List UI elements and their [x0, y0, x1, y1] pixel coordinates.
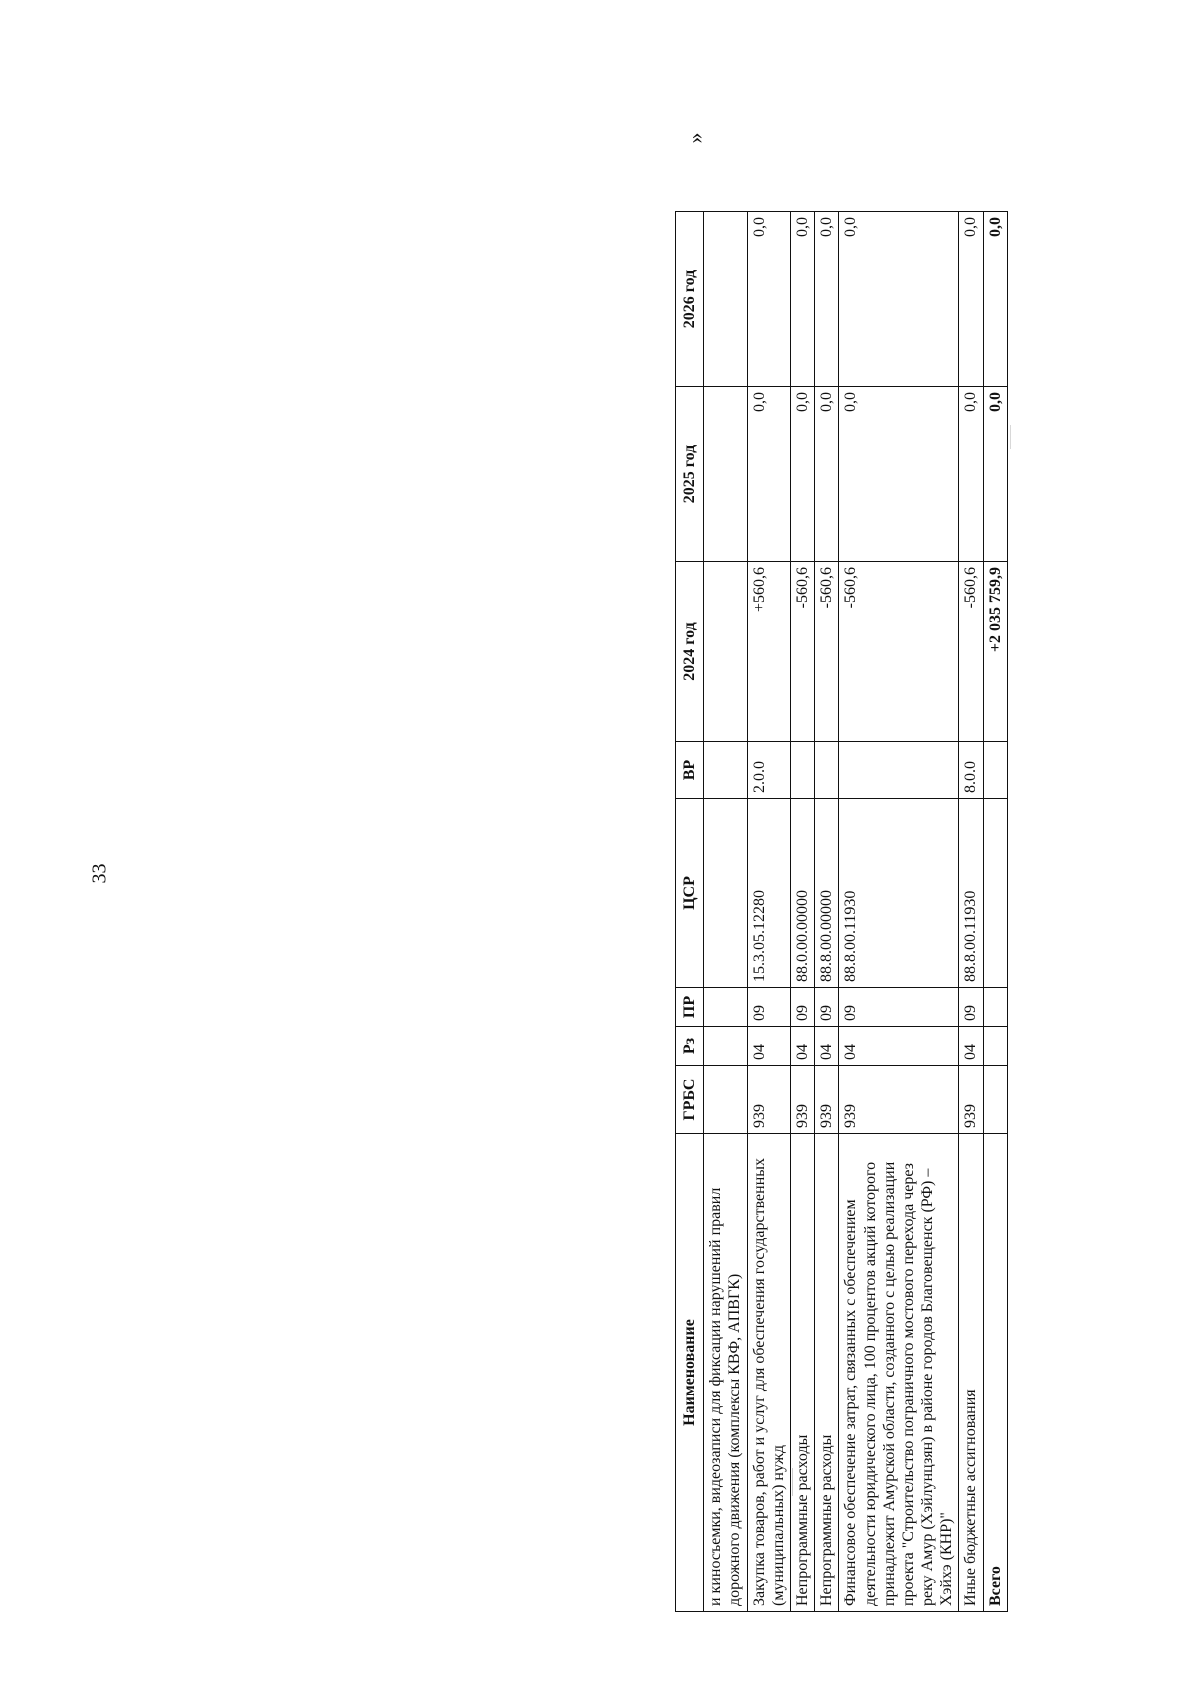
cell-2026: [704, 212, 747, 387]
cell-rz: 04: [747, 1027, 790, 1066]
table-total-row: [983, 212, 1007, 1612]
cell-2026: 0,0: [959, 212, 983, 387]
cell-name: Непрограммные расходы: [815, 1134, 839, 1612]
cell-pr: 09: [959, 988, 983, 1027]
header-rz: Рз: [676, 1027, 704, 1066]
cell-csr: 88.8.00.11930: [839, 799, 959, 988]
cell-name: Непрограммные расходы: [790, 1134, 814, 1612]
header-csr: ЦСР: [676, 799, 704, 988]
cell-2025: 0,0: [747, 387, 790, 562]
cell-2025: [704, 387, 747, 562]
cell-name: Иные бюджетные ассигнования: [959, 1134, 983, 1612]
header-grbs: ГРБС: [676, 1066, 704, 1134]
cell-vr: 2.0.0: [747, 742, 790, 799]
header-pr: ПР: [676, 988, 704, 1027]
cell-vr: [983, 742, 1007, 799]
cell-2024: -560,6: [790, 562, 814, 742]
total-2025: 0,0: [983, 387, 1007, 562]
cell-csr: 88.8.00.11930: [959, 799, 983, 988]
cell-csr: [983, 799, 1007, 988]
page-number: 33: [88, 863, 111, 884]
cell-pr: 09: [790, 988, 814, 1027]
cell-csr: [704, 799, 747, 988]
cell-2024: [704, 562, 747, 742]
cell-csr: 15.3.05.12280: [747, 799, 790, 988]
cell-grbs: 939: [959, 1066, 983, 1134]
budget-table-container: [675, 212, 1175, 1612]
cell-2024: +560,6: [747, 562, 790, 742]
cell-rz: 04: [839, 1027, 959, 1066]
cell-pr: [704, 988, 747, 1027]
cell-2025: 0,0: [815, 387, 839, 562]
cell-rz: [983, 1027, 1007, 1066]
cell-2025: 0,0: [959, 387, 983, 562]
cell-2026: 0,0: [790, 212, 814, 387]
header-2024: 2024 год: [676, 562, 704, 742]
table-row: [959, 212, 983, 1612]
cell-rz: 04: [959, 1027, 983, 1066]
cell-rz: 04: [790, 1027, 814, 1066]
closing-quote-mark: »: [682, 132, 708, 144]
cell-2024: -560,6: [839, 562, 959, 742]
total-2024: +2 035 759,9: [983, 562, 1007, 742]
table-row: [815, 212, 839, 1612]
cell-pr: [983, 988, 1007, 1027]
cell-2024: -560,6: [959, 562, 983, 742]
cell-pr: 09: [747, 988, 790, 1027]
cell-name: Закупка товаров, работ и услуг для обеспечения государственных (муниципальных) нужд: [747, 1134, 790, 1612]
cell-pr: 09: [839, 988, 959, 1027]
cell-vr: [704, 742, 747, 799]
cell-2026: 0,0: [839, 212, 959, 387]
cell-csr: 88.8.00.00000: [815, 799, 839, 988]
cell-csr: 88.0.00.00000: [790, 799, 814, 988]
cell-vr: [790, 742, 814, 799]
table-row: [790, 212, 814, 1612]
cell-vr: [839, 742, 959, 799]
total-label: Всего: [983, 1134, 1007, 1612]
cell-grbs: [704, 1066, 747, 1134]
cell-2025: 0,0: [839, 387, 959, 562]
cell-name: и киносъемки, видеозаписи для фиксации нарушений правил дорожного движения (комплексы КВФ, АПВГК): [704, 1134, 747, 1612]
table-header-row: [676, 212, 704, 1612]
cell-grbs: 939: [747, 1066, 790, 1134]
total-2026: 0,0: [983, 212, 1007, 387]
cell-2026: 0,0: [747, 212, 790, 387]
cell-name: Финансовое обеспечение затрат, связанных с обеспечением деятельности юридического лица, 100 процентов акций которого принадлежит Амурской области, созданного с целью реализации проекта "Строительство пограничного мостового перехода через реку Амур (Хэйлунцзян) в районе городов Благовещенск (РФ) – Хэйхэ (КНР)": [839, 1134, 959, 1612]
cell-pr: 09: [815, 988, 839, 1027]
cell-grbs: 939: [790, 1066, 814, 1134]
cell-rz: [704, 1027, 747, 1066]
table-row: [839, 212, 959, 1612]
cell-2026: 0,0: [815, 212, 839, 387]
cell-vr: 8.0.0: [959, 742, 983, 799]
cell-rz: 04: [815, 1027, 839, 1066]
cell-2025: 0,0: [790, 387, 814, 562]
cell-grbs: 939: [839, 1066, 959, 1134]
cell-grbs: [983, 1066, 1007, 1134]
header-2025: 2025 год: [676, 387, 704, 562]
header-name: Наименование: [676, 1134, 704, 1612]
table-row: [704, 212, 747, 1612]
header-2026: 2026 год: [676, 212, 704, 387]
cell-grbs: 939: [815, 1066, 839, 1134]
table-row: [747, 212, 790, 1612]
header-vr: ВР: [676, 742, 704, 799]
cell-2024: -560,6: [815, 562, 839, 742]
cell-vr: [815, 742, 839, 799]
budget-table: [675, 211, 1008, 1612]
